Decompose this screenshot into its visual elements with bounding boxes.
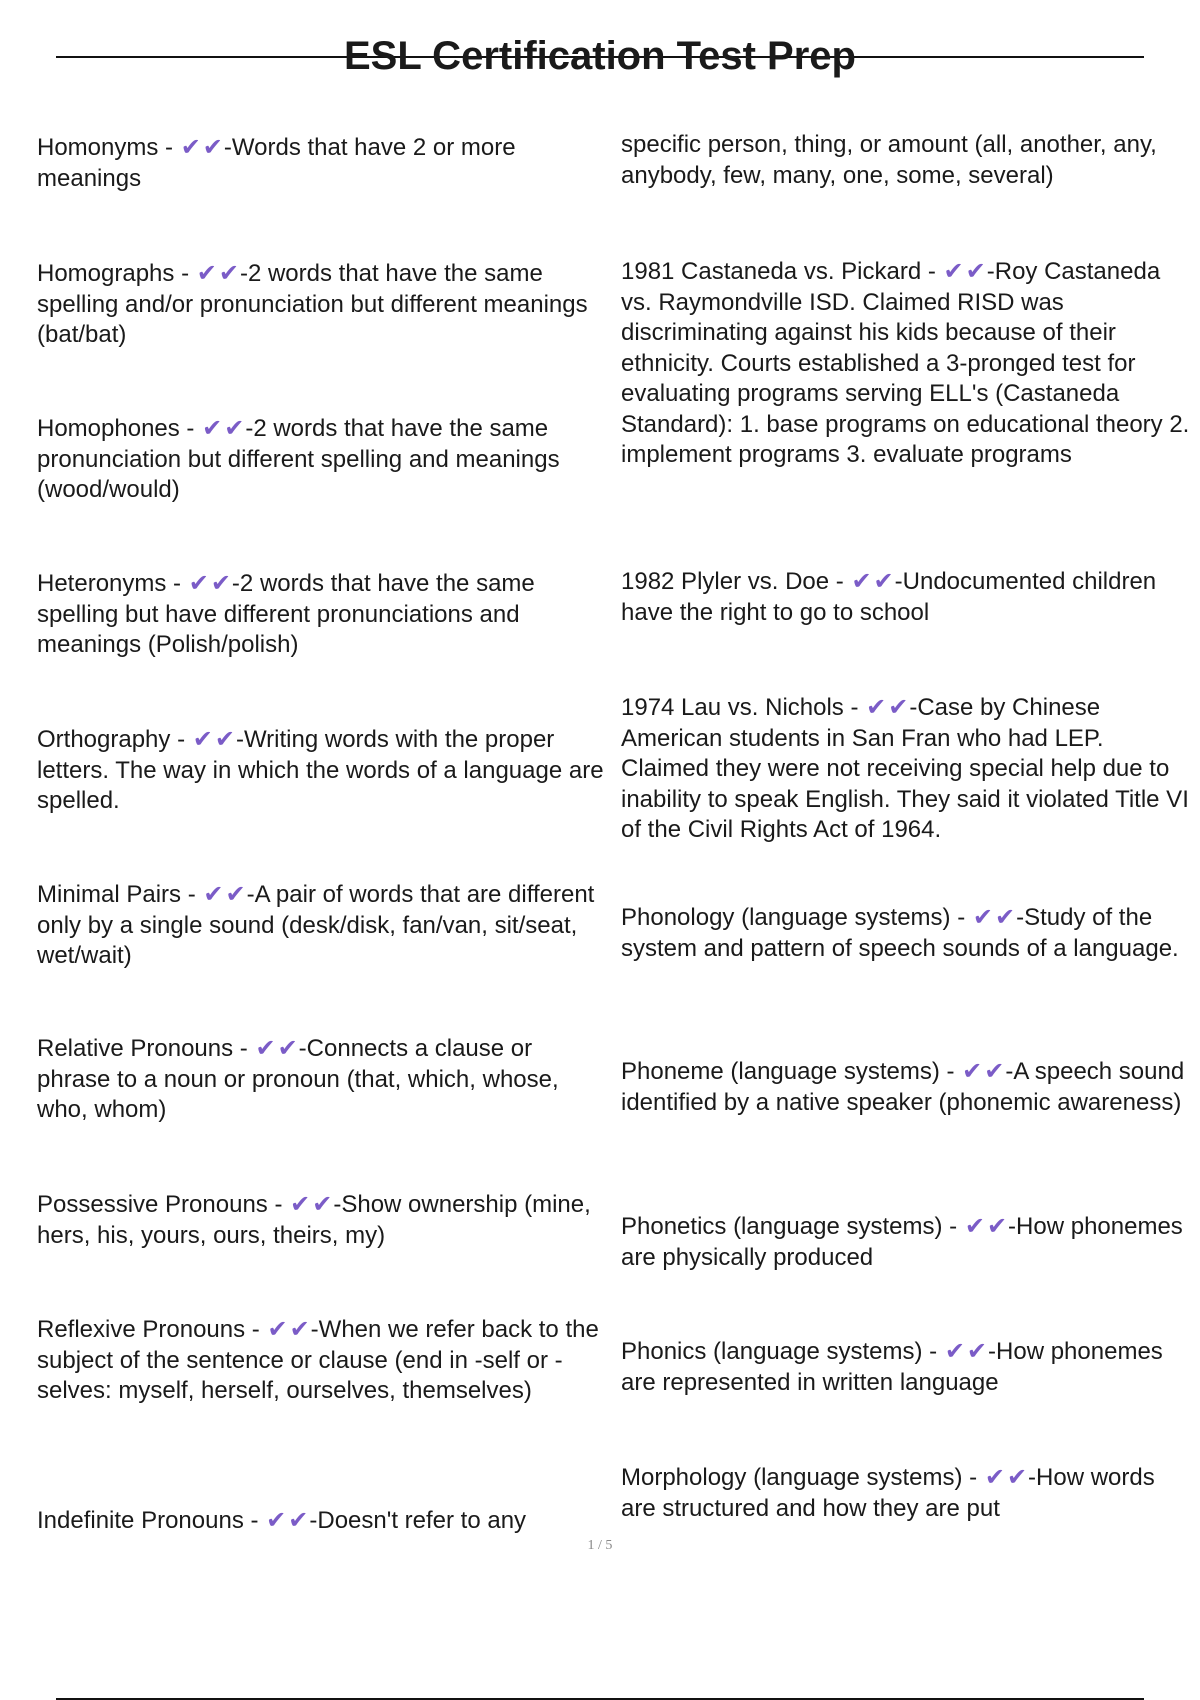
entry-term: Morphology (language systems): [621, 1464, 963, 1491]
entry-definition: 2 words that have the same pronunciation but different spelling and meanings (wood/would): [37, 415, 560, 503]
entry-definition: How words are structured and how they are put: [621, 1464, 1155, 1522]
entry-definition: Doesn't refer to any: [317, 1507, 527, 1534]
entry-definition: Case by Chinese American students in San Fran who had LEP. Claimed they were not receiving special help due to inability to speak English. They said it violated Title VI of the Civil Rights Act of 1964.: [621, 694, 1189, 843]
checkmark-icon: ✔: [984, 1463, 1005, 1491]
checkmark-icon: ✔: [966, 1337, 988, 1365]
entry-term: Relative Pronouns: [37, 1035, 234, 1062]
entry-term: Possessive Pronouns: [37, 1191, 268, 1218]
entry-definition: specific person, thing, or amount (all, another, any, anybody, few, many, one, some, several): [621, 131, 1157, 189]
flashcard-entry: 1982 Plyler vs. Doe - ✔✔-Undocumented children have the right to go to school: [621, 567, 1157, 626]
checkmark-icon: ✔: [267, 1315, 288, 1343]
page-number: 1 / 5: [587, 1538, 613, 1553]
checkmark-icon: ✔: [202, 414, 223, 442]
entry-term: Indefinite Pronouns: [37, 1507, 244, 1534]
entry-definition: Writing words with the proper letters. The way in which the words of a language are spelled.: [37, 726, 604, 814]
checkmark-icon: ✔: [214, 725, 235, 753]
entry-definition: A pair of words that are different only by a single sound (desk/disk, fan/van, sit/seat, wet/wait): [37, 881, 595, 969]
entry-definition: 2 words that have the same spelling and/or pronunciation but different meanings (bat/bat): [37, 260, 588, 348]
flashcard-entry: Minimal Pairs - ✔✔-A pair of words that are different only by a single sound (desk/disk, fan/van, sit/seat, wet/wait): [37, 880, 595, 969]
checkmark-icon: ✔: [964, 1212, 985, 1240]
entry-term: Homophones: [37, 415, 180, 442]
checkmark-icon: ✔: [218, 259, 239, 287]
flashcard-entry: Reflexive Pronouns - ✔✔-When we refer back to the subject of the sentence or clause (end in -self or -selves: myself, herself, ourselves, themselves): [37, 1315, 599, 1404]
entry-definition: A speech sound identified by a native speaker (phonemic awareness): [621, 1058, 1185, 1116]
flashcard-entry: Possessive Pronouns - ✔✔-Show ownership (mine, hers, his, yours, ours, theirs, my): [37, 1190, 591, 1249]
flashcard-entry: Indefinite Pronouns - ✔✔-Doesn't refer to any: [37, 1506, 527, 1534]
checkmark-icon: ✔: [944, 1337, 965, 1365]
checkmark-icon: ✔: [210, 569, 231, 597]
flashcard-entry: Relative Pronouns - ✔✔-Connects a clause or phrase to a noun or pronoun (that, which, whose, who, whom): [37, 1034, 559, 1123]
entry-term: Reflexive Pronouns: [37, 1316, 246, 1343]
entry-term: Heteronyms: [37, 570, 167, 597]
checkmark-icon: ✔: [224, 414, 245, 442]
checkmark-icon: ✔: [984, 1057, 1005, 1085]
checkmark-icon: ✔: [972, 903, 993, 931]
checkmark-icon: ✔: [180, 133, 201, 161]
entry-term: Orthography: [37, 726, 171, 753]
checkmark-icon: ✔: [255, 1034, 276, 1062]
checkmark-icon: ✔: [312, 1190, 333, 1218]
checkmark-icon: ✔: [192, 725, 213, 753]
checkmark-icon: ✔: [866, 693, 887, 721]
flashcard-entry: Homographs - ✔✔-2 words that have the same spelling and/or pronunciation but different meanings (bat/bat): [37, 259, 588, 348]
checkmark-icon: ✔: [288, 1506, 309, 1534]
checkmark-icon: ✔: [873, 567, 894, 595]
entry-definition: 2 words that have the same spelling but have different pronunciations and meanings (Polish/polish): [37, 570, 535, 658]
entry-term: Minimal Pairs: [37, 881, 182, 908]
entry-term: Phonology (language systems): [621, 904, 951, 931]
flashcard-entry: 1974 Lau vs. Nichols - ✔✔-Case by Chinese American students in San Fran who had LEP. Claimed they were not receiving special help due to inability to speak English. They said it violated Title VI of the Civil Rights Act of 1964.: [621, 693, 1189, 843]
flashcard-entry: Phonics (language systems) - ✔✔-How phonemes are represented in written language: [621, 1337, 1163, 1396]
flashcard-entry: 1981 Castaneda vs. Pickard - ✔✔-Roy Castaneda vs. Raymondville ISD. Claimed RISD was discriminating against his kids because of their ethnicity. Courts established a 3-pronged test for evaluating programs serving ELL's (Castaneda Standard): 1. base programs on educational theory 2. implement programs 3. evaluate programs: [621, 257, 1190, 468]
checkmark-icon: ✔: [188, 569, 209, 597]
entry-term: 1981 Castaneda vs. Pickard: [621, 258, 922, 285]
checkmark-icon: ✔: [266, 1506, 287, 1534]
entry-definition: How phonemes are represented in written language: [621, 1338, 1163, 1396]
checkmark-icon: ✔: [943, 257, 964, 285]
checkmark-icon: ✔: [994, 903, 1016, 931]
flashcard-entry: [621, 130, 1191, 191]
entry-term: Phonetics (language systems): [621, 1213, 943, 1240]
page-title: ESL Certification Test Prep: [344, 34, 856, 78]
flashcard-entry: Morphology (language systems) - ✔✔-How words are structured and how they are put: [621, 1463, 1155, 1522]
entry-definition: Connects a clause or phrase to a noun or pronoun (that, which, whose, who, whom): [37, 1035, 559, 1123]
checkmark-icon: ✔: [851, 567, 872, 595]
entry-term: 1974 Lau vs. Nichols: [621, 694, 844, 721]
entry-definition: Roy Castaneda vs. Raymondville ISD. Claimed RISD was discriminating against his kids because of their ethnicity. Courts established a 3-pronged test for evaluating programs serving ELL's (Castaneda Standard): 1. base programs on educational theory 2. implement programs 3. evaluate programs: [621, 258, 1190, 468]
flashcard-entry: Phonology (language systems) - ✔✔-Study of the system and pattern of speech sounds of a language.: [621, 903, 1179, 962]
checkmark-icon: ✔: [290, 1190, 311, 1218]
entry-definition: Study of the system and pattern of speech sounds of a language.: [621, 904, 1179, 962]
entry-term: Phonics (language systems): [621, 1338, 923, 1365]
checkmark-icon: ✔: [1006, 1463, 1028, 1491]
entry-term: Homographs: [37, 260, 175, 287]
checkmark-icon: ✔: [196, 259, 217, 287]
checkmark-icon: ✔: [888, 693, 909, 721]
checkmark-icon: ✔: [289, 1315, 310, 1343]
entry-definition: When we refer back to the subject of the sentence or clause (end in -self or -selves: myself, herself, ourselves, themselves): [37, 1316, 599, 1404]
checkmark-icon: ✔: [203, 880, 224, 908]
checkmark-icon: ✔: [965, 257, 986, 285]
flashcard-entry: Homophones - ✔✔-2 words that have the same pronunciation but different spelling and meanings (wood/would): [37, 414, 560, 503]
flashcard-entry: Heteronyms - ✔✔-2 words that have the same spelling but have different pronunciations and meanings (Polish/polish): [37, 569, 535, 658]
checkmark-icon: ✔: [225, 880, 246, 908]
checkmark-icon: ✔: [277, 1034, 298, 1062]
entry-term: Homonyms: [37, 134, 159, 161]
checkmark-icon: ✔: [962, 1057, 983, 1085]
entry-term: 1982 Plyler vs. Doe: [621, 568, 830, 595]
entry-definition: Words that have 2 or more meanings: [37, 134, 516, 192]
entry-term: Phoneme (language systems): [621, 1058, 940, 1085]
entry-definition: Undocumented children have the right to go to school: [621, 568, 1157, 626]
flashcard-entry: Phonetics (language systems) - ✔✔-How phonemes are physically produced: [621, 1212, 1183, 1271]
entry-definition: How phonemes are physically produced: [621, 1213, 1183, 1271]
flashcard-entry: Phoneme (language systems) - ✔✔-A speech sound identified by a native speaker (phonemic awareness): [621, 1057, 1185, 1116]
flashcard-entry: Homonyms - ✔✔-Words that have 2 or more meanings: [37, 133, 516, 192]
entry-definition: Show ownership (mine, hers, his, yours, ours, theirs, my): [37, 1191, 591, 1249]
checkmark-icon: ✔: [986, 1212, 1008, 1240]
checkmark-icon: ✔: [202, 133, 223, 161]
flashcard-entry: Orthography - ✔✔-Writing words with the proper letters. The way in which the words of a language are spelled.: [37, 725, 604, 814]
